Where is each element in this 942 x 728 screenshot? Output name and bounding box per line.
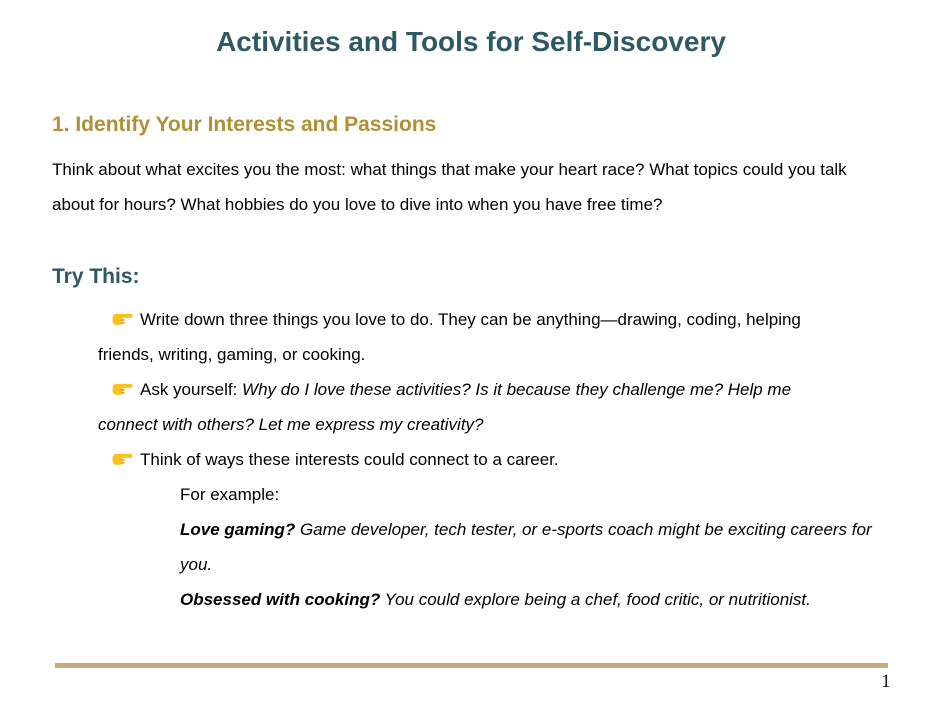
- try-this-list: [98, 302, 846, 477]
- bullet-text: Ask yourself: Why do I love these activities? Is it because they challenge me? Help me connect with others? Let me express my creativity?: [98, 380, 792, 435]
- example-line: [180, 512, 890, 582]
- example-text: Obsessed with cooking? You could explore being a chef, food critic, or nutritionist.: [180, 590, 811, 610]
- list-item: [98, 442, 846, 477]
- list-item: [98, 302, 846, 372]
- example-list: [180, 512, 890, 617]
- bullet-text: Think of ways these interests could connect to a career.: [140, 450, 559, 470]
- examples-block: [180, 477, 890, 617]
- page-number: 1: [881, 671, 891, 692]
- pointing-finger-icon: [112, 308, 133, 329]
- bullet-text: Write down three things you love to do. They can be anything—drawing, coding, helping friends, writing, gaming, or cooking.: [98, 310, 801, 365]
- try-this-heading: Try This:: [52, 265, 140, 289]
- example-text: Love gaming? Game developer, tech tester, or e-sports coach might be exciting careers for you.: [180, 520, 872, 575]
- page-title: Activities and Tools for Self-Discovery: [216, 26, 726, 57]
- list-item: [98, 372, 846, 442]
- footer-divider: [55, 663, 888, 668]
- pointing-finger-icon: [112, 378, 133, 399]
- pointing-finger-icon: [112, 448, 133, 469]
- section-intro-paragraph: Think about what excites you the most: what things that make your heart race? What topics could you talk about for hours? What hobbies do you love to dive into when you have free time?: [52, 160, 847, 215]
- example-line: [180, 582, 890, 617]
- example-intro: For example:: [180, 485, 280, 505]
- section-heading: 1. Identify Your Interests and Passions: [52, 113, 437, 137]
